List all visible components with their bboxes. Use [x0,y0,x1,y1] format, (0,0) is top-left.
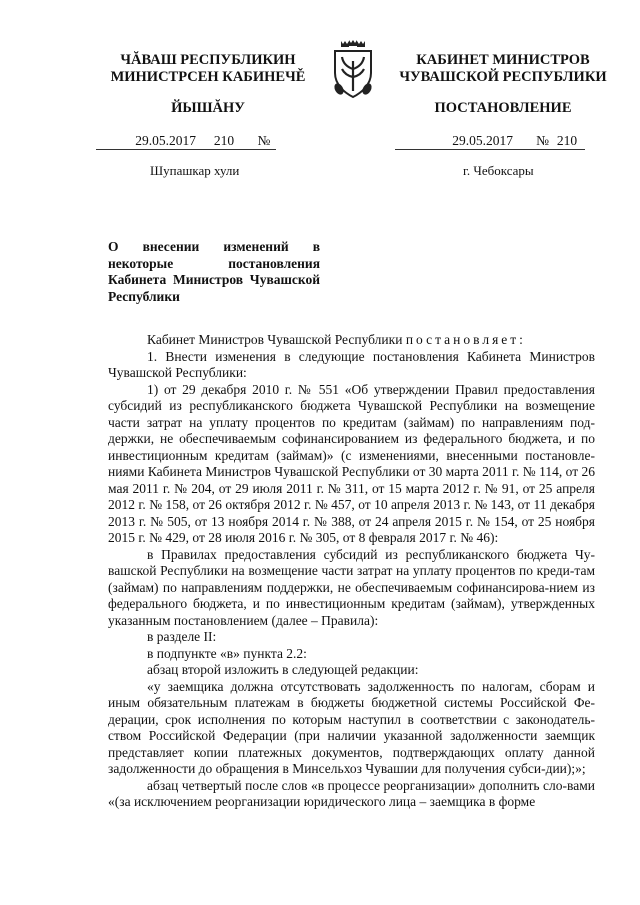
document-title: О внесении изменений в некоторые постановления Кабинета Министров Чувашской Республики [108,239,320,304]
left-number: 210 [196,133,252,150]
document-body [108,332,595,811]
right-number-sign: № [513,133,549,150]
intro-resolves: постановляет: [405,332,526,347]
header-left-doctype: ЙЫШĂНУ [171,100,245,116]
header-right-block [388,52,618,86]
intro-text: Кабинет Министров Чувашской Республики [147,332,406,347]
left-date-number-line [96,133,276,150]
left-city: Шупашкар хули [150,163,240,178]
left-date: 29.05.2017 [96,133,196,150]
left-number-sign: № [252,133,276,150]
body-paragraph: «у заемщика должна отсутствовать задолженность по налогам, сборам и иным обязательным платежам в бюджеты бюджетной системы Российской Фе-дерации, срок исполнения по которым наступил в соответствии с законодатель-ством Российской Федерации (при наличии указанной задолженности заемщик представляет копии платежных документов, подтверждающих оплату данной задолженности до обращения в Минсельхоз Чувашии для получения субси-дии);»; [108,678,595,776]
right-date: 29.05.2017 [395,133,513,150]
body-paragraph: в подпункте «в» пункта 2.2: [147,645,307,661]
right-number: 210 [549,133,585,150]
body-paragraph: абзац четвертый после слов «в процессе реорганизации» дополнить сло-вами «(за исключением реорганизации юридического лица – заемщика в форме [108,777,595,809]
header-left-line1: ЧĂВАШ РЕСПУБЛИКИН [120,52,296,68]
header-left-block [88,52,328,86]
header-right-line2: ЧУВАШСКОЙ РЕСПУБЛИКИ [399,69,607,85]
body-paragraph: 1. Внести изменения в следующие постановления Кабинета Министров Чувашской Республики: [108,348,595,380]
body-paragraph: абзац второй изложить в следующей редакции: [147,662,419,677]
header-right-doctype: ПОСТАНОВЛЕНИЕ [434,100,572,116]
body-paragraph: 1) от 29 декабря 2010 г. № 551 «Об утверждении Правил предоставления субсидий из республиканского бюджета Чувашской Республики на возмещение части затрат на уплату процентов по кредитам (займам) по направлениям под-держки, не обеспечиваемым софинансированием из федерального бюджета, и по инвестиционным кредитам (займам)» (с изменениями, внесенными постановле-ниями Кабинета Министров Чувашской Республики от 30 марта 2011 г. № 114, от 26 мая 2011 г. № 204, от 29 июля 2011 г. № 311, от 15 марта 2012 г. № 91, от 25 апреля 2012 г. № 158, от 26 октября 2012 г. № 457, от 10 апреля 2013 г. № 143, от 11 декабря 2013 г. № 505, от 13 ноября 2014 г. № 388, от 24 апреля 2015 г. № 154, от 25 ноября 2015 г. № 429, от 28 июля 2016 г. № 305, от 8 февраля 2017 г. № 46): [108,381,595,545]
right-city: г. Чебоксары [463,163,534,178]
chuvash-coat-of-arms-icon [329,39,377,101]
header-right-line1: КАБИНЕТ МИНИСТРОВ [416,52,590,68]
intro-paragraph [108,332,595,349]
right-date-number-line [395,133,585,150]
body-paragraph: в разделе II: [147,629,217,644]
body-paragraph: в Правилах предоставления субсидий из республиканского бюджета Чу-вашской Республики на возмещение части затрат на уплату процентов по креди-там (займам) по направлениям поддержки, не обеспечиваемым софинансирова-нием из федерального бюджета, и по инвестиционным кредитам (займам), утвержденных указанным постановлением (далее – Правила): [108,546,595,628]
header-left-line2: МИНИСТРСЕН КАБИНЕЧĚ [110,69,306,85]
